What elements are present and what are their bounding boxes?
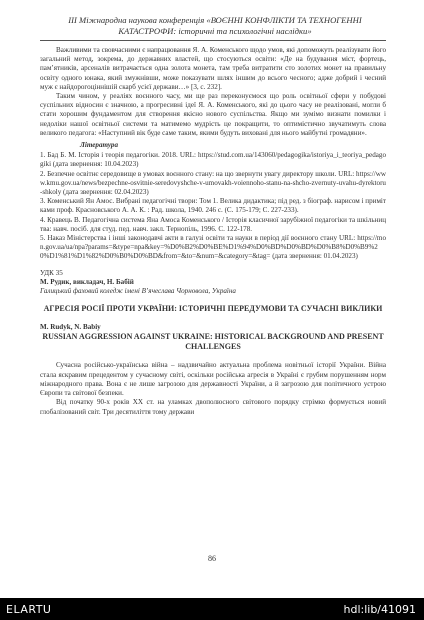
reference-item: 2. Безпечне освітнє середовище в умовах воєнного стану: на що звернути увагу директору школи. URL: https://www.kmu.gov.ua/news/bezpechne-osvitnie-seredovyshche-v-umovakh-voiennoho-stanu-na-shcho-zvernuty-uvahu-dyrektoru-shkoly (дата звернення: 02.04.2023) [40, 169, 386, 197]
reference-item: 4. Кравець В. Педагогічна система Яна Амоса Коменського / Історія класичної зарубіжної педагогіки та шкільництва: навч. посіб. для студ. пед. навч. закл. Тернопіль, 1996. С. 122-178. [40, 215, 386, 233]
paragraph: Від початку 90-х років ХХ ст. на уламках двополюсного світового порядку стрімко формується новий глобалізований світ. Три десятиліття тому держави [40, 398, 386, 416]
article-title-en: RUSSIAN AGGRESSION AGAINST UKRAINE: HISTORICAL BACKGROUND AND PRESENT CHALLENGES [42, 332, 384, 352]
reference-item: 5. Наказ Міністерства і інші законодавчі акти в галузі освіти та науки в період дії воєнного стану URL: https://mon.gov.ua/ua/npa?params=&type=npa&key=%D0%B2%D0%BE%D1%94%D0%BD%D0%BD%D0%B8%D0%B9%20%D1%81%D1%82%D0%B0%D0%BD&from=&to=&num=&category=&tag= (дата звернення: 01.04.2023) [40, 234, 386, 261]
paragraph: Таким чином, у реаліях воєнного часу, ми ще раз переконуємося що роль освітньої сфери у побудові суспільних відносин є значною, а прогресивні ідеї Я. А. Коменського, які до цього часу не реалізовані, могли б стати хорошим фундаментом для створення якісно нового суспільства. Якщо ми зумімо визнати помилки і недоліки нашої освітньої системи та матимемо мудрість це покращити, то оптимістично звучатимуть слова великого педагога: «Наступний вік буде саме таким, якими будуть виховані для нього майбутні громадяни». [40, 92, 386, 137]
affiliation: Галицький фаховий коледж імені В’ячеслава Чорновола, Україна [40, 287, 236, 296]
reference-item: 1. Бад Б. М. Історія і теорія педагогіки. 2018. URL: https://stud.com.ua/143060/pedagogika/istoriya_i_teoriya_pedagogiki (дата звернення: 10.04.2023) [40, 151, 386, 169]
page-number: 86 [208, 554, 216, 563]
page-body [40, 46, 386, 417]
references-heading: Література [80, 141, 118, 150]
paragraph: Важливими та свовчасними є напрацювання Я. А. Коменського щодо умов, які допоможуть реалізувати його загальний метод, зокрема, до державних властей, що стосуються освіти: «Де на будування міст, фортець, пам’ятників, арсеналів витрачається одна золота монета, там треба витратити сто золотих монет на правильну освіту одного юнака, який змужнівши, може показувати шлях іншим до всього чесного; адже добрий і чесний муж є найдорогоціннішій скарб усієї держави…» [3, с. 232]. [40, 46, 386, 91]
paragraph: Сучасна російсько-українська війна – надзвичайно актуальна проблема новітньої історії України. Війна стала яскравим прецедентом у сучасному світі, оскільки російська агресія в Україні є грубим порушенням норм міжнародного права. Вона є не лише загрозою для державності України, а й загрозою для політичного устрою Європи та світової безпеки. [40, 361, 386, 398]
header-line-1: ІІІ Міжнародна наукова конференція «ВОЄННІ КОНФЛІКТИ ТА ТЕХНОГЕННІ [68, 15, 362, 25]
article-title-uk: АГРЕСІЯ РОСІЇ ПРОТИ УКРАЇНИ: ІСТОРИЧНІ ПЕРЕДУМОВИ ТА СУЧАСНІ ВИКЛИКИ [43, 304, 383, 314]
running-header [40, 15, 390, 37]
references-list [40, 151, 386, 261]
repository-footer-bar [0, 598, 424, 620]
udc-code: УДК 35 [40, 268, 63, 277]
authors-en: M. Rudyk, N. Babiy [40, 323, 101, 332]
repository-name: ELARTU [6, 603, 52, 616]
reference-item: 3. Коменський Ян Амос. Вибрані педагогічні твори: Том 1. Велика дидактика; під ред. з біограф. нарисом і примітками проф. Красновського А. А. К. : Рад. школа, 1940. 246 с. (С. 175-179; С. 227-233). [40, 197, 386, 215]
handle-id: hdl:lib/41091 [343, 603, 416, 616]
header-rule [40, 40, 386, 41]
authors-uk: М. Рудик, викладач, Н. Бабій [40, 277, 134, 286]
header-line-2: КАТАСТРОФИ: історичні та психологічні наслідки» [118, 26, 312, 36]
